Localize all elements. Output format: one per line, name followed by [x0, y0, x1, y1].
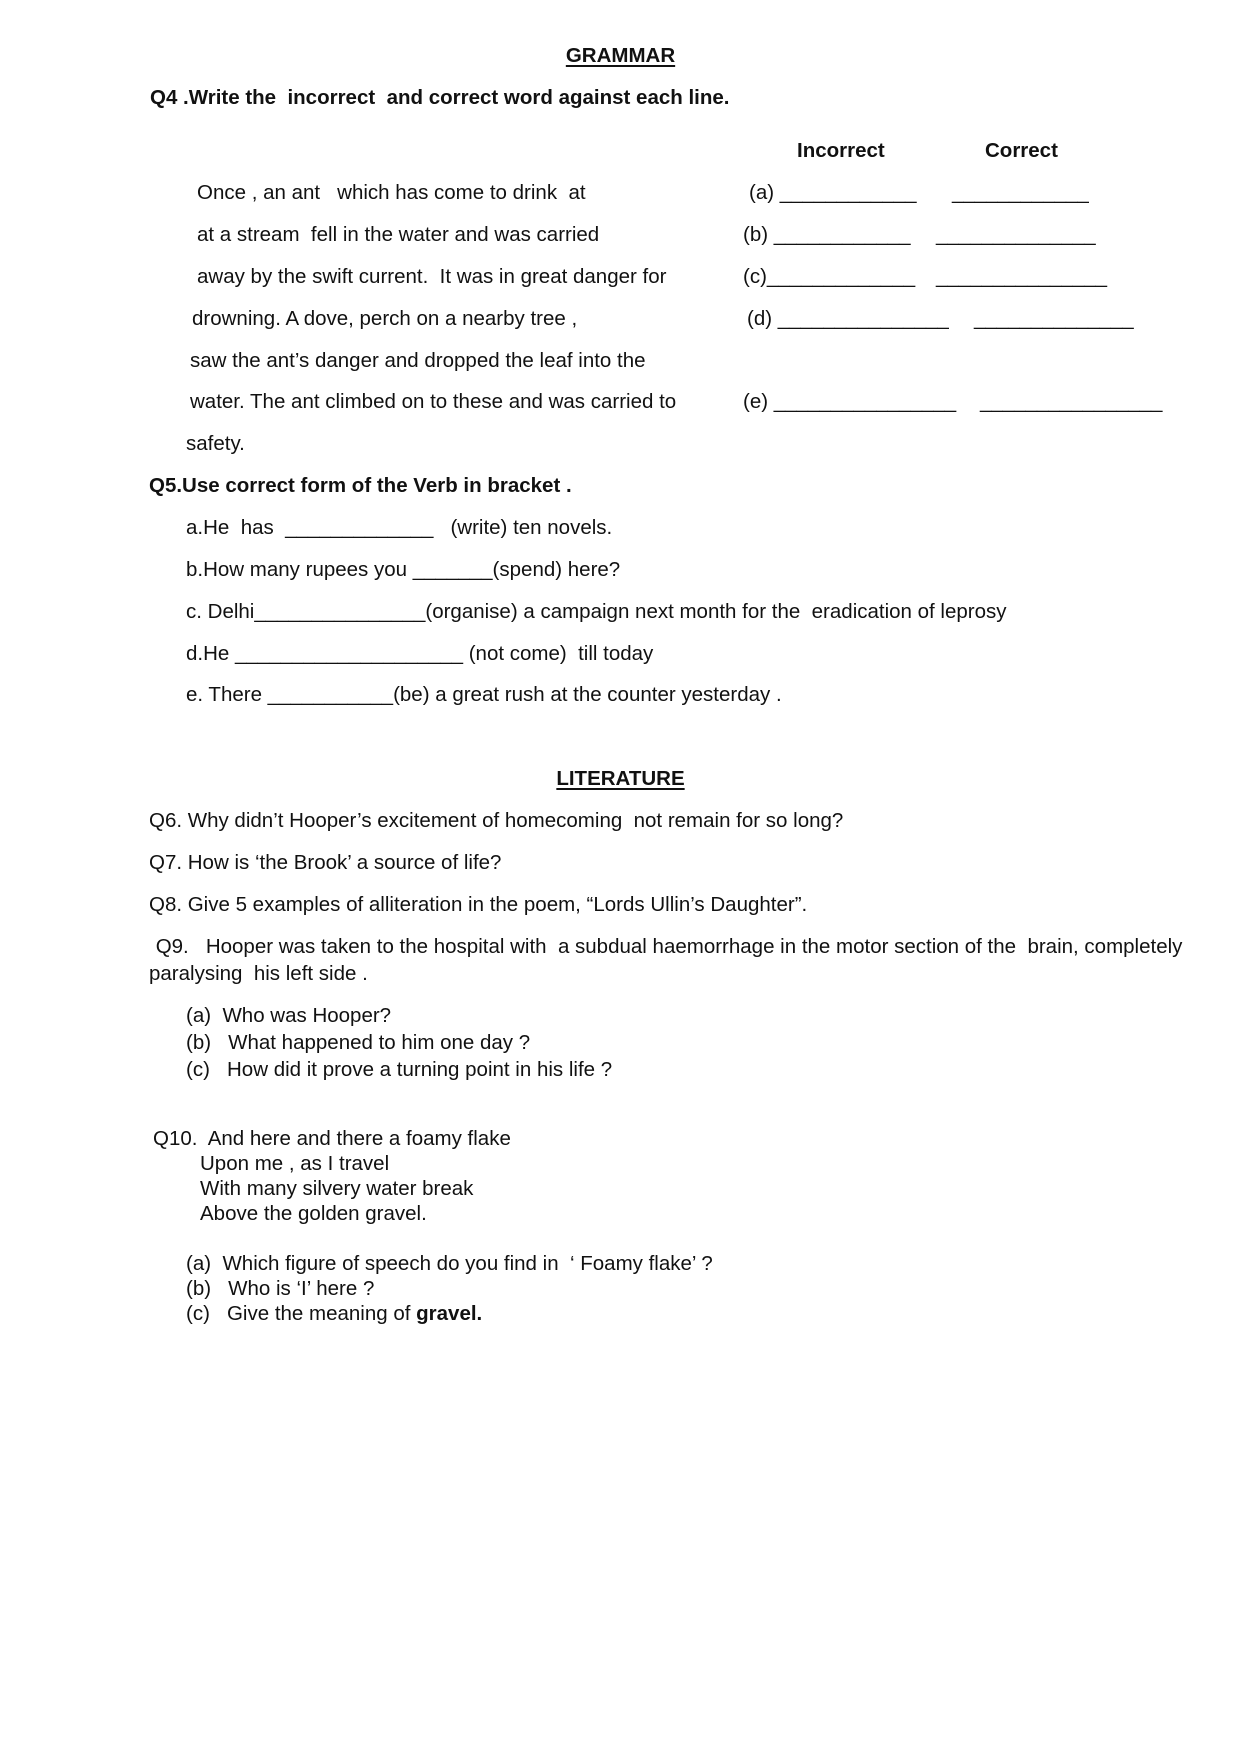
passage-line: safety. — [186, 432, 245, 455]
q10-subquestion: (b) Who is ‘I’ here ? — [186, 1277, 375, 1300]
q5-item: c. Delhi_______________(organise) a campaign next month for the eradication of leprosy — [186, 600, 1007, 623]
q9-subquestion: (b) What happened to him one day ? — [186, 1031, 531, 1054]
passage-line: away by the swift current. It was in great danger for — [197, 265, 667, 288]
answer-c-correct[interactable]: _______________ — [936, 265, 1108, 288]
literature-heading: LITERATURE — [556, 767, 685, 790]
answer-e-correct[interactable]: ________________ — [980, 390, 1163, 413]
correct-column-header: Correct — [985, 139, 1058, 162]
incorrect-column-header: Incorrect — [797, 139, 885, 162]
passage-line: water. The ant climbed on to these and was carried to — [190, 390, 677, 413]
q4-title: Q4 .Write the incorrect and correct word against each line. — [150, 86, 730, 109]
answer-a-incorrect[interactable]: (a) ____________ — [749, 181, 917, 204]
q6-question: Q6. Why didn’t Hooper’s excitement of homecoming not remain for so long? — [149, 809, 844, 832]
q10-subquestion — [186, 1302, 482, 1326]
q7-question: Q7. How is ‘the Brook’ a source of life? — [149, 851, 502, 874]
q8-question: Q8. Give 5 examples of alliteration in the poem, “Lords Ullin’s Daughter”. — [149, 893, 808, 916]
passage-line: at a stream fell in the water and was carried — [197, 223, 600, 246]
q9-subquestion: (a) Who was Hooper? — [186, 1004, 392, 1027]
answer-d-incorrect[interactable]: (d) _______________ — [747, 307, 949, 330]
q10-subquestion: (a) Which figure of speech do you find in ‘ Foamy flake’ ? — [186, 1252, 713, 1275]
answer-a-correct[interactable]: ____________ — [952, 181, 1089, 204]
q10-sub-c-text: (c) Give the meaning of — [186, 1302, 417, 1325]
q9-subquestion: (c) How did it prove a turning point in his life ? — [186, 1058, 613, 1081]
answer-e-incorrect[interactable]: (e) ________________ — [743, 390, 957, 413]
q10-poem-line: Upon me , as I travel — [200, 1152, 390, 1175]
answer-d-correct[interactable]: ______________ — [974, 307, 1134, 330]
q10-poem-line: Above the golden gravel. — [200, 1202, 427, 1225]
q9-question: Q9. Hooper was taken to the hospital with a subdual haemorrhage in the motor section of the brain, completely — [150, 935, 1183, 958]
passage-line: saw the ant’s danger and dropped the leaf into the — [190, 349, 646, 372]
q10-poem-line: With many silvery water break — [200, 1177, 474, 1200]
answer-b-correct[interactable]: ______________ — [936, 223, 1096, 246]
q5-item: b.How many rupees you _______(spend) here? — [186, 558, 621, 581]
q5-title: Q5.Use correct form of the Verb in bracket . — [149, 474, 572, 497]
q5-item: d.He ____________________ (not come) till today — [186, 642, 654, 665]
q5-item: e. There ___________(be) a great rush at the counter yesterday . — [186, 683, 782, 706]
grammar-heading: GRAMMAR — [565, 44, 676, 67]
passage-line: drowning. A dove, perch on a nearby tree , — [192, 307, 578, 330]
q9-question-cont: paralysing his left side . — [149, 962, 368, 985]
q10-poem-line: Q10. And here and there a foamy flake — [153, 1127, 511, 1150]
q5-item: a.He has _____________ (write) ten novels. — [186, 516, 613, 539]
answer-c-incorrect[interactable]: (c)_____________ — [743, 265, 916, 288]
q10-sub-c-keyword: gravel. — [416, 1302, 483, 1325]
passage-line: Once , an ant which has come to drink at — [197, 181, 586, 204]
answer-b-incorrect[interactable]: (b) ____________ — [743, 223, 911, 246]
